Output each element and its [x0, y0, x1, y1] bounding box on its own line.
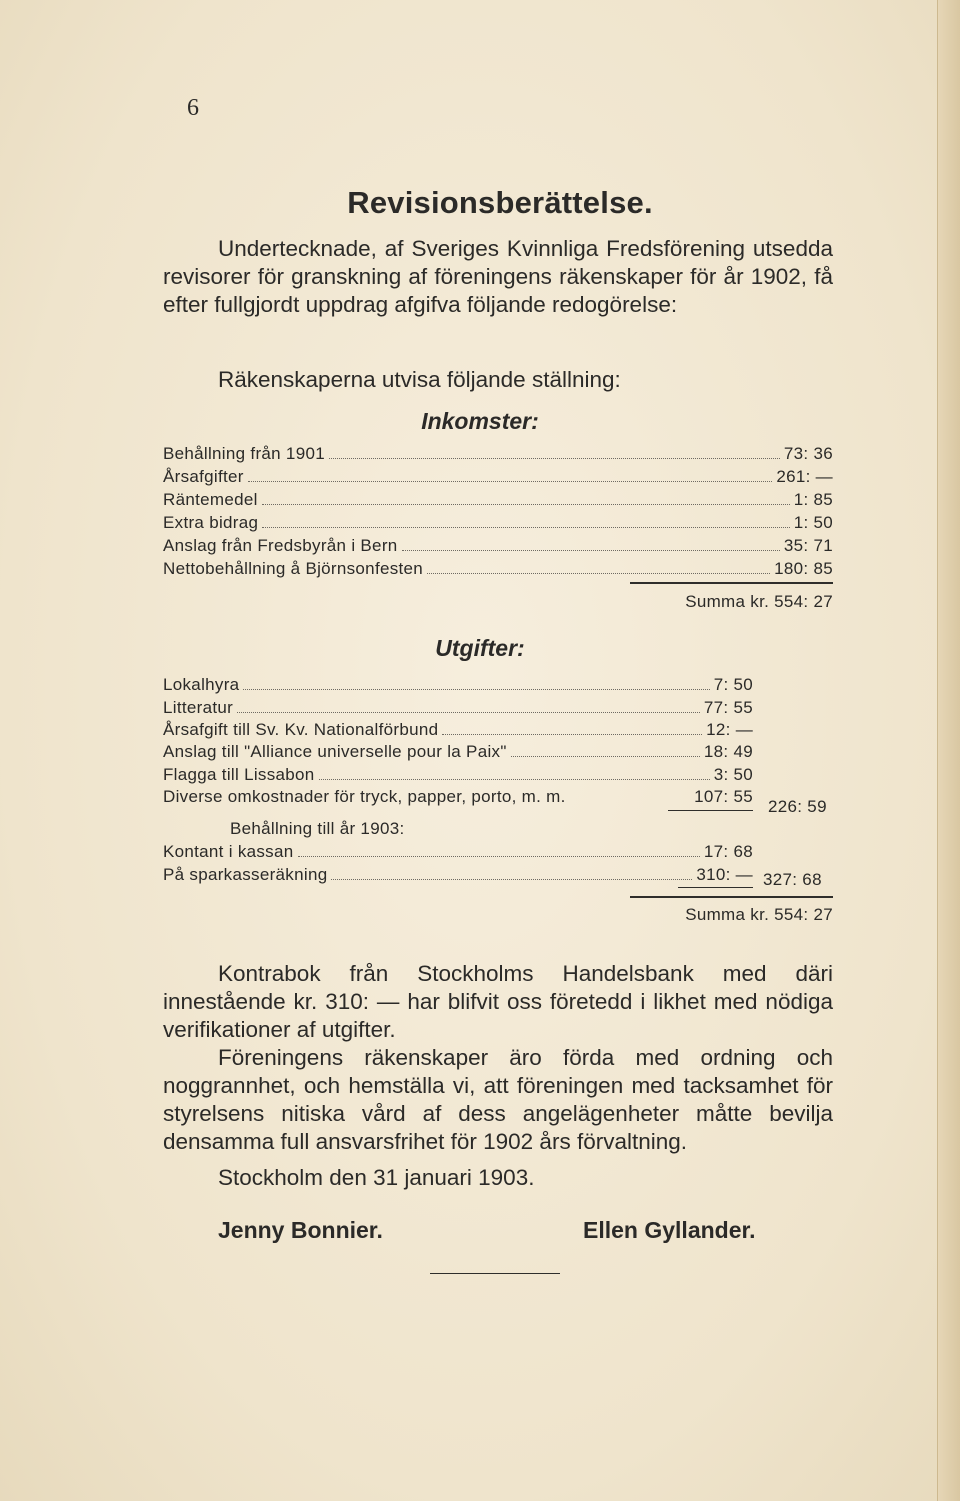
signature-1: Jenny Bonnier.: [218, 1217, 383, 1243]
expense-label: Anslag till "Alliance universelle pour la Paix": [163, 742, 507, 761]
expense-subtotal-rule: [668, 810, 753, 811]
income-label: Behållning från 1901: [163, 444, 325, 463]
balance-row: [163, 864, 753, 886]
expense-total: Summa kr. 554: 27: [685, 905, 833, 924]
income-label: Extra bidrag: [163, 513, 259, 532]
income-value: 1: 50: [793, 513, 833, 532]
end-rule: [430, 1273, 560, 1274]
income-row: [163, 489, 833, 511]
document-title: Revisionsberättelse.: [347, 185, 653, 220]
balance-heading: Behållning till år 1903:: [230, 819, 405, 838]
income-value: 1: 85: [793, 490, 833, 509]
expense-row: [163, 741, 753, 763]
expense-label: Lokalhyra: [163, 675, 240, 694]
expense-row: [163, 764, 753, 786]
page-edge: [937, 0, 960, 1501]
expense-value: 18: 49: [703, 742, 753, 761]
balance-value: 17: 68: [703, 842, 753, 861]
balance-subtotal-rule: [678, 887, 753, 888]
expense-row: [163, 674, 753, 696]
income-value: 73: 36: [783, 444, 833, 463]
place-date: Stockholm den 31 januari 1903.: [218, 1165, 535, 1190]
income-label: Årsafgifter: [163, 467, 244, 486]
status-line: [218, 366, 818, 394]
expense-row: [163, 786, 753, 808]
bank-paragraph: [163, 960, 833, 1044]
income-row: [163, 535, 833, 557]
income-value: 180: 85: [774, 559, 833, 578]
approval-paragraph: [163, 1044, 833, 1156]
income-value: 35: 71: [783, 536, 833, 555]
approval-text: Föreningens räkenskaper äro förda med ordning och noggrannhet, och hemställa vi, att föreningen med tacksamhet för styrelsens nitiska vård af dess angelägenheter måtte bevilja densamma full ansvarsfrihet för 1902 års förvaltning.: [163, 1045, 833, 1154]
expense-label: Litteratur: [163, 698, 234, 717]
income-heading: Inkomster:: [421, 408, 539, 434]
balance-label: På sparkasseräkning: [163, 865, 328, 884]
expense-value: 12: —: [706, 720, 753, 739]
expense-value: 77: 55: [703, 698, 753, 717]
income-row: [163, 443, 833, 465]
income-row: [163, 558, 833, 580]
income-label: Räntemedel: [163, 490, 258, 509]
income-value: 261: —: [776, 467, 833, 486]
balance-row: [163, 841, 753, 863]
expense-value: 7: 50: [713, 675, 753, 694]
expense-subtotal: 226: 59: [768, 797, 827, 816]
balance-value: 310: —: [696, 865, 753, 884]
expense-row: [163, 697, 753, 719]
income-label: Anslag från Fredsbyrån i Bern: [163, 536, 398, 555]
signature-2: Ellen Gyllander.: [583, 1217, 756, 1243]
expense-value: 107: 55: [694, 787, 753, 806]
expense-label: Årsafgift till Sv. Kv. Nationalförbund: [163, 720, 439, 739]
page-number: 6: [187, 95, 199, 121]
expenses-heading: Utgifter:: [435, 635, 525, 661]
income-label: Nettobehållning å Björnsonfesten: [163, 559, 424, 578]
bank-text: Kontrabok från Stockholms Handelsbank med däri innestående kr. 310: — har blifvit oss företedd i likhet med nödiga verifikationer af utgifter.: [163, 961, 833, 1042]
income-total: Summa kr. 554: 27: [685, 592, 833, 611]
status-text: Räkenskaperna utvisa följande ställning:: [218, 367, 621, 392]
expense-label: Flagga till Lissabon: [163, 765, 315, 784]
expense-label: Diverse omkostnader för tryck, papper, porto, m. m.: [163, 787, 566, 806]
income-total-rule: [630, 582, 833, 584]
intro-paragraph: [163, 235, 833, 319]
income-row: [163, 512, 833, 534]
income-row: [163, 466, 833, 488]
expense-row: [163, 719, 753, 741]
balance-label: Kontant i kassan: [163, 842, 294, 861]
expense-total-rule: [630, 896, 833, 898]
expense-value: 3: 50: [713, 765, 753, 784]
balance-subtotal: 327: 68: [763, 870, 822, 889]
intro-text: Undertecknade, af Sveriges Kvinnliga Fredsförening utsedda revisorer för granskning af föreningens räkenskaper för år 1902, få efter fullgjordt uppdrag afgifva följande redogörelse:: [163, 236, 833, 317]
